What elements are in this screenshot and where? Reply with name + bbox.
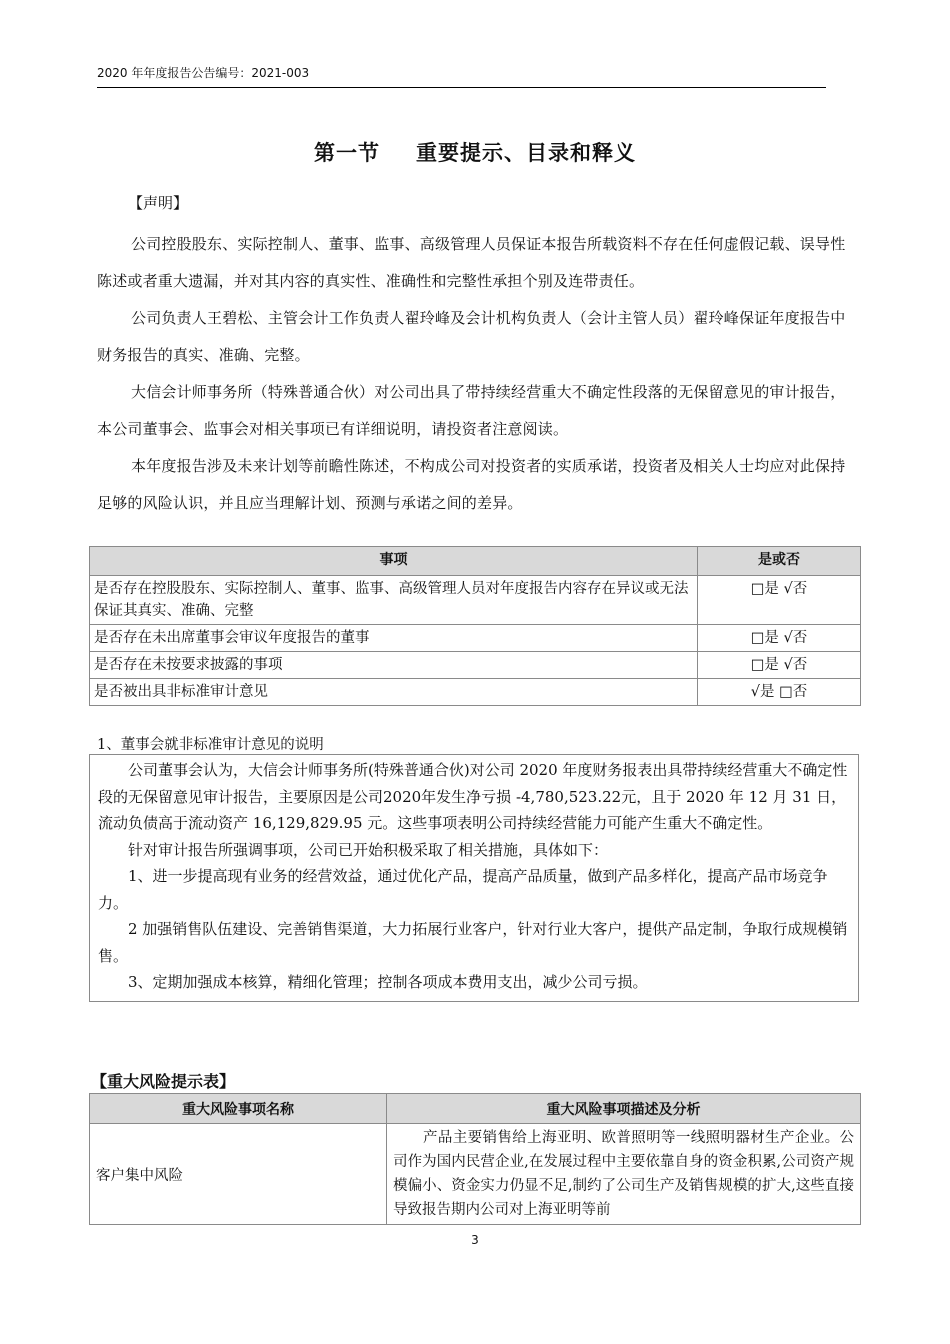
- explanation-paragraph: 公司董事会认为，大信会计师事务所(特殊普通合伙)对公司 2020 年度财务报表出具带持续经营重大不确定性段的无保留意见审计报告，主要原因是公司2020年发生净亏损 -4,780,523.22元，且于 2020 年 12 月 31 日，流动负债高于流动资产 16,129,829.95 元。这些事项表明公司持续经营能力可能产生重大不确定性。: [98, 761, 848, 832]
- column-header: 重大风险事项描述及分析: [387, 1094, 861, 1124]
- column-header: 是或否: [698, 547, 861, 576]
- table-row: [90, 679, 861, 706]
- table-row: [90, 1124, 861, 1225]
- matter-item: 是否存在未出席董事会审议年度报告的董事: [90, 625, 698, 652]
- risk-table-heading: 【重大风险提示表】: [91, 1072, 236, 1091]
- page-number: 3: [471, 1233, 479, 1247]
- risk-description: 产品主要销售给上海亚明、欧普照明等一线照明器材生产企业。公司作为国内民营企业,在发展过程中主要依靠自身的资金积累,公司资产规模偏小、资金实力仍显不足,制约了公司生产及销售规模的扩大,这些直接导致报告期内公司对上海亚明等前: [387, 1124, 861, 1225]
- section-number: 第一节: [314, 141, 380, 165]
- matter-answer: □是 √否: [698, 652, 861, 679]
- table-header-row: [90, 1094, 861, 1124]
- table-row: [90, 576, 861, 625]
- explanation-box: [89, 754, 859, 1002]
- matter-answer: √是 □否: [698, 679, 861, 706]
- matters-table: [89, 546, 861, 706]
- column-header: 事项: [90, 547, 698, 576]
- risk-table: [89, 1093, 861, 1225]
- explanation-paragraph: 3、定期加强成本核算，精细化管理；控制各项成本费用支出，减少公司亏损。: [128, 973, 648, 991]
- header-text: 2020 年年度报告公告编号：2021-003: [97, 66, 310, 80]
- statement-paragraph: 公司负责人王碧松、主管会计工作负责人翟玲峰及会计机构负责人（会计主管人员）翟玲峰保证年度报告中财务报告的真实、准确、完整。: [97, 309, 846, 364]
- section-title-text: 重要提示、目录和释义: [416, 141, 636, 165]
- matter-item: 是否存在未按要求披露的事项: [90, 652, 698, 679]
- table-row: [90, 652, 861, 679]
- matter-answer: □是 √否: [698, 625, 861, 652]
- statement-paragraph: 本年度报告涉及未来计划等前瞻性陈述，不构成公司对投资者的实质承诺，投资者及相关人士均应对此保持足够的风险认识，并且应当理解计划、预测与承诺之间的差异。: [97, 457, 846, 512]
- matter-answer: □是 √否: [698, 576, 861, 625]
- explanation-title: 1、董事会就非标准审计意见的说明: [97, 737, 324, 753]
- page-header: [97, 64, 826, 88]
- matter-item: 是否被出具非标准审计意见: [90, 679, 698, 706]
- statement-heading: 【声明】: [128, 194, 189, 212]
- table-row: [90, 625, 861, 652]
- statement-paragraph: 大信会计师事务所（特殊普通合伙）对公司出具了带持续经营重大不确定性段落的无保留意见的审计报告，本公司董事会、监事会对相关事项已有详细说明，请投资者注意阅读。: [97, 383, 846, 438]
- matter-item: 是否存在控股股东、实际控制人、董事、监事、高级管理人员对年度报告内容存在异议或无法保证其真实、准确、完整: [90, 576, 698, 625]
- column-header: 重大风险事项名称: [90, 1094, 387, 1124]
- explanation-paragraph: 1、进一步提高现有业务的经营效益，通过优化产品，提高产品质量，做到产品多样化，提高产品市场竞争力。: [98, 867, 828, 912]
- table-header-row: [90, 547, 861, 576]
- risk-name: 客户集中风险: [90, 1124, 387, 1225]
- explanation-paragraph: 针对审计报告所强调事项，公司已开始积极采取了相关措施，具体如下：: [128, 840, 609, 859]
- section-title: [0, 137, 950, 167]
- statement-paragraph: 公司控股股东、实际控制人、董事、监事、高级管理人员保证本报告所载资料不存在任何虚假记载、误导性陈述或者重大遗漏，并对其内容的真实性、准确性和完整性承担个别及连带责任。: [97, 235, 846, 290]
- explanation-paragraph: 2 加强销售队伍建设、完善销售渠道，大力拓展行业客户，针对行业大客户，提供产品定制，争取行成规模销售。: [98, 920, 848, 965]
